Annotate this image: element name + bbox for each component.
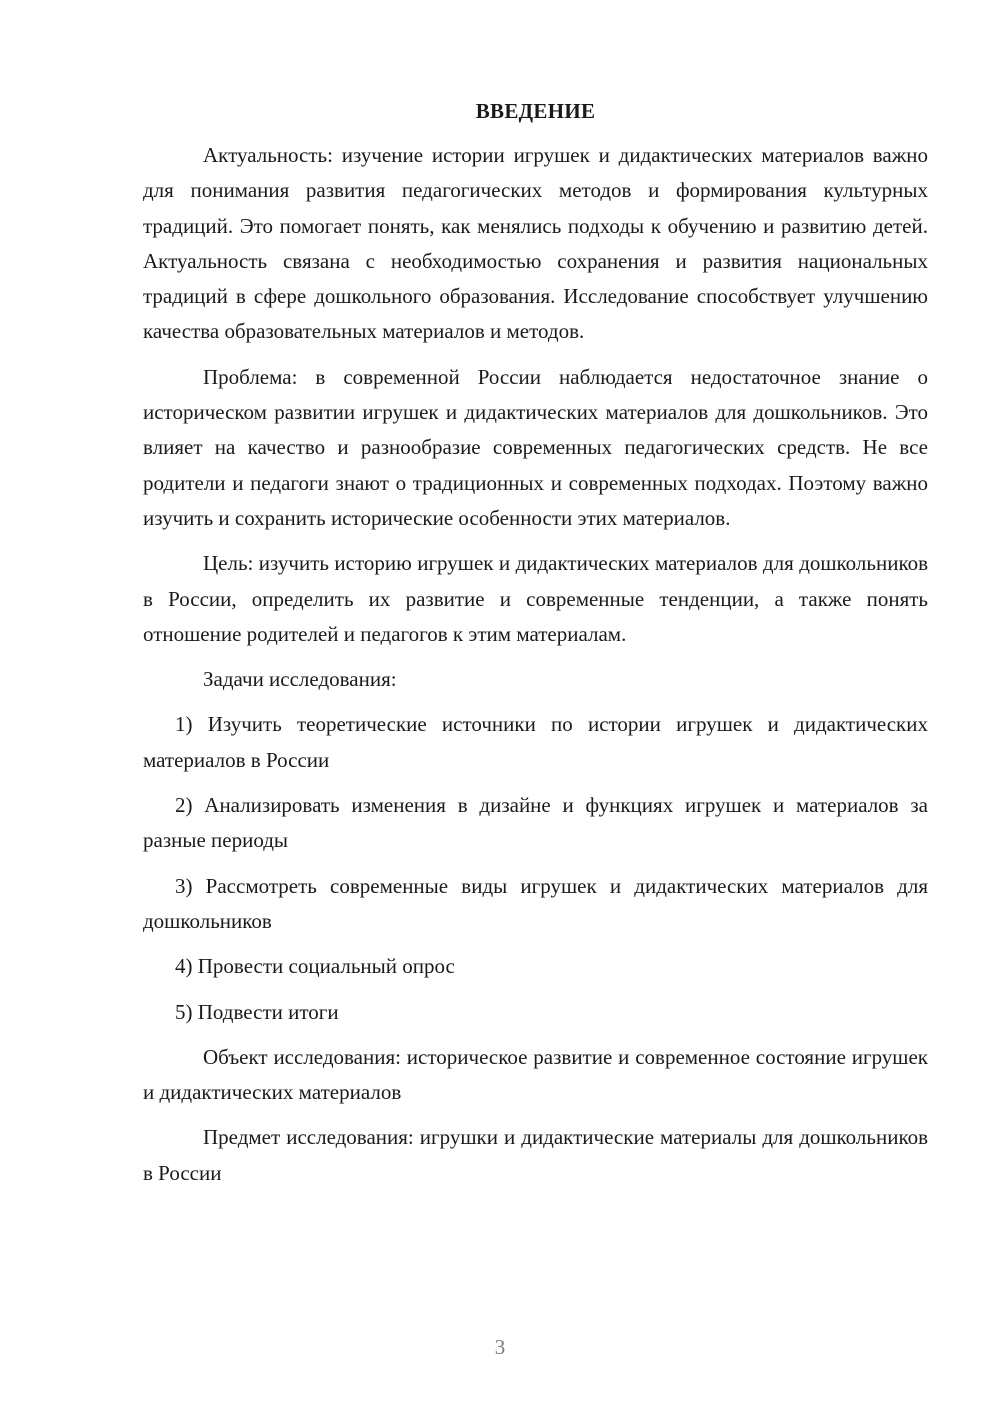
page-title: ВВЕДЕНИЕ xyxy=(475,99,596,123)
task-item-3: 3) Рассмотреть современные виды игрушек и дидактических материалов для дошкольников xyxy=(143,873,928,933)
page-number: 3 xyxy=(494,1335,506,1359)
document-page xyxy=(143,96,928,1201)
task-item-1: 1) Изучить теоретические источники по истории игрушек и дидактических материалов в России xyxy=(143,712,928,772)
task-item-2: 2) Анализировать изменения в дизайне и функциях игрушек и материалов за разные периоды xyxy=(143,793,928,853)
paragraph-goal: Цель: изучить историю игрушек и дидактических материалов для дошкольников в России, определить их развитие и современные тенденции, а также понять отношение родителей и педагогов к этим материалам. xyxy=(143,551,928,646)
paragraph-relevance: Актуальность: изучение истории игрушек и дидактических материалов важно для понимания развития педагогических методов и формирования культурных традиций. Это помогает понять, как менялись подходы к обучению и развитию детей. Актуальность связана с необходимостью сохранения и развития национальных традиций в сфере дошкольного образования. Исследование способствует улучшению качества образовательных материалов и методов. xyxy=(143,143,928,344)
paragraph-research-subject: Предмет исследования: игрушки и дидактические материалы для дошкольников в России xyxy=(143,1125,928,1185)
task-item-4: 4) Провести социальный опрос xyxy=(175,954,455,979)
task-item-5: 5) Подвести итоги xyxy=(175,999,339,1024)
paragraph-problem: Проблема: в современной России наблюдается недостаточное знание о историческом развитии игрушек и дидактических материалов для дошкольников. Это влияет на качество и разнообразие современных педагогических средств. Не все родители и педагоги знают о традиционных и современных подходах. Поэтому важно изучить и сохранить исторические особенности этих материалов. xyxy=(143,364,928,530)
paragraph-tasks-heading: Задачи исследования: xyxy=(203,667,397,692)
paragraph-research-object: Объект исследования: историческое развитие и современное состояние игрушек и дидактических материалов xyxy=(143,1044,928,1105)
